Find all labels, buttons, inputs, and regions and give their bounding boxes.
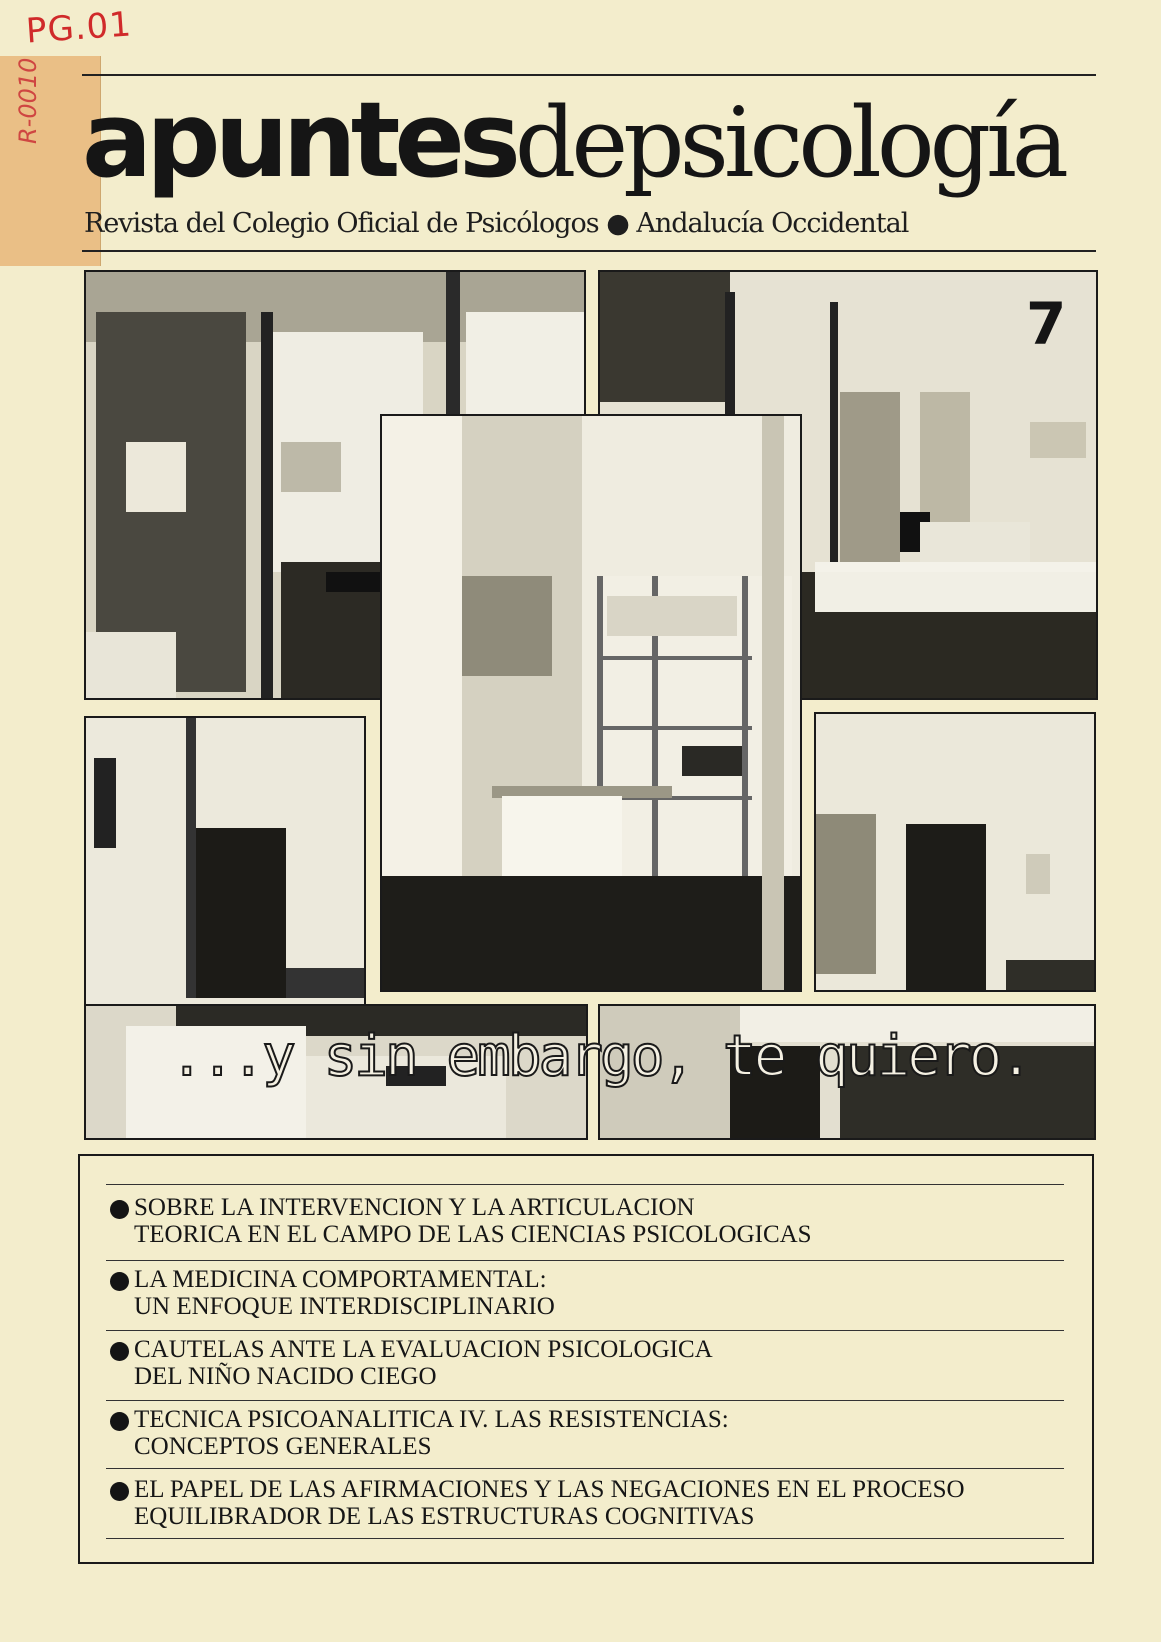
bullet-icon (110, 1412, 129, 1431)
photo-office-map-door (816, 714, 1094, 990)
article-title-line2: TEORICA EN EL CAMPO DE LAS CIENCIAS PSICOLOGICAS (134, 1221, 812, 1248)
top-rule (82, 74, 1096, 76)
subtitle: Revista del Colegio Oficial de Psicólogos ● Andalucía Occidental (84, 208, 909, 239)
article-title-line2: EQUILIBRADOR DE LAS ESTRUCTURAS COGNITIVAS (134, 1503, 755, 1530)
handwritten-page-code: PG.01 (24, 4, 134, 52)
archive-code: R-0010 (14, 57, 42, 144)
cover-tagline: ...y sin embargo, te quiero. (170, 1024, 1031, 1089)
article-2[interactable] (110, 1266, 1060, 1320)
contents-divider (106, 1538, 1064, 1539)
article-title-line1: EL PAPEL DE LAS AFIRMACIONES Y LAS NEGACIONES EN EL PROCESO (134, 1476, 965, 1503)
photo-center (380, 414, 802, 992)
photo-office-desk-shelving (382, 416, 800, 990)
bullet-icon (110, 1200, 129, 1219)
bullet-icon (110, 1272, 129, 1291)
contents-divider (106, 1330, 1064, 1331)
article-1[interactable] (110, 1194, 1060, 1248)
contents-divider (106, 1468, 1064, 1469)
article-title-line1: SOBRE LA INTERVENCION Y LA ARTICULACION (134, 1194, 695, 1221)
subtitle-rule (82, 250, 1096, 252)
masthead-part2: depsicología (514, 87, 1064, 199)
masthead (82, 80, 1098, 200)
article-5[interactable] (110, 1476, 1060, 1530)
article-title-line1: LA MEDICINA COMPORTAMENTAL: (134, 1266, 547, 1293)
contents-divider (106, 1260, 1064, 1261)
article-title-line2: CONCEPTOS GENERALES (134, 1433, 432, 1460)
article-title-line2: DEL NIÑO NACIDO CIEGO (134, 1363, 437, 1390)
table-of-contents (78, 1154, 1094, 1564)
bullet-icon (110, 1342, 129, 1361)
issue-number: 7 (1026, 290, 1067, 358)
contents-divider (106, 1184, 1064, 1185)
photo-middle-right (814, 712, 1096, 992)
article-3[interactable] (110, 1336, 1060, 1390)
article-title-line1: CAUTELAS ANTE LA EVALUACION PSICOLOGICA (134, 1336, 713, 1363)
article-title-line2: UN ENFOQUE INTERDISCIPLINARIO (134, 1293, 555, 1320)
article-title-line1: TECNICA PSICOANALITICA IV. LAS RESISTENCIAS: (134, 1406, 729, 1433)
bullet-icon (110, 1482, 129, 1501)
masthead-part1: apuntes (82, 79, 515, 201)
contents-divider (106, 1400, 1064, 1401)
article-4[interactable] (110, 1406, 1060, 1460)
